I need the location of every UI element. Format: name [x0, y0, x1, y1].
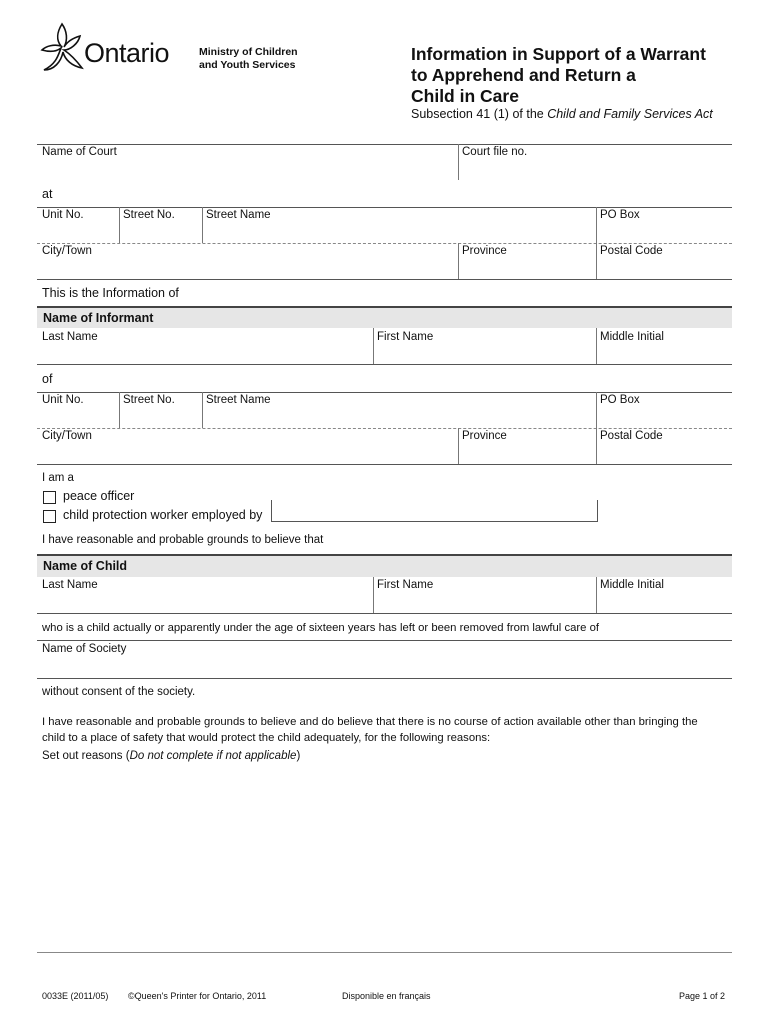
ministry-line-2: and Youth Services — [199, 58, 296, 71]
divider — [37, 207, 732, 208]
divider — [119, 207, 120, 243]
divider — [373, 328, 374, 364]
copyright-notice: ©Queen's Printer for Ontario, 2011 — [128, 991, 267, 1001]
unit-no-label: Unit No. — [42, 209, 84, 221]
page-number: Page 1 of 2 — [679, 991, 726, 1001]
postal-code-input[interactable] — [599, 259, 733, 279]
street-name-label: Street Name — [206, 209, 271, 221]
divider — [458, 144, 459, 180]
divider — [37, 428, 732, 429]
informant-section-header — [37, 306, 732, 328]
i-am-a-label: I am a — [42, 472, 74, 484]
divider — [458, 243, 459, 279]
divider — [596, 207, 597, 243]
divider — [37, 640, 732, 641]
informant-middle-initial-input[interactable] — [599, 345, 733, 365]
of-label: of — [42, 372, 53, 386]
divider — [37, 364, 732, 365]
street-name-input[interactable] — [205, 223, 597, 243]
city-town-label: City/Town — [42, 430, 92, 442]
title-line-2: to Apprehend and Return a — [411, 65, 636, 85]
reasons-textarea[interactable] — [40, 768, 733, 950]
informant-province-input[interactable] — [461, 444, 597, 464]
divider — [37, 678, 732, 679]
divider — [202, 207, 203, 243]
unit-no-input[interactable] — [40, 223, 120, 243]
po-box-input[interactable] — [599, 223, 733, 243]
employer-input[interactable] — [274, 502, 596, 522]
divider — [596, 328, 597, 364]
child-first-name-input[interactable] — [376, 593, 596, 613]
grounds-statement: I have reasonable and probable grounds to believe that — [42, 534, 324, 546]
informant-first-name-label: First Name — [377, 331, 434, 343]
divider — [37, 243, 732, 244]
name-of-court-input[interactable] — [40, 160, 458, 180]
informant-last-name-label: Last Name — [42, 331, 98, 343]
divider — [37, 613, 732, 614]
child-middle-initial-label: Middle Initial — [600, 579, 664, 591]
without-consent-text: without consent of the society. — [42, 686, 196, 698]
divider — [373, 577, 374, 613]
court-file-no-input[interactable] — [461, 160, 733, 180]
divider — [37, 144, 732, 145]
trillium-icon — [40, 22, 84, 74]
informant-street-no-input[interactable] — [122, 408, 204, 428]
informant-first-name-input[interactable] — [376, 345, 596, 365]
child-protection-worker-checkbox[interactable] — [43, 510, 56, 523]
french-availability: Disponible en français — [342, 991, 431, 1001]
street-no-label: Street No. — [123, 394, 175, 406]
set-out-reasons-label — [42, 750, 300, 762]
divider — [37, 464, 732, 465]
divider — [202, 392, 203, 428]
informant-city-town-input[interactable] — [40, 444, 458, 464]
set-out-prefix: Set out reasons ( — [42, 750, 130, 762]
divider — [119, 392, 120, 428]
po-box-label: PO Box — [600, 394, 640, 406]
name-of-society-input[interactable] — [40, 658, 733, 678]
child-protection-worker-label: child protection worker employed by — [63, 508, 263, 522]
postal-code-label: Postal Code — [600, 430, 663, 442]
ontario-logo — [40, 22, 185, 74]
informant-po-box-input[interactable] — [599, 408, 733, 428]
street-no-label: Street No. — [123, 209, 175, 221]
divider — [596, 392, 597, 428]
unit-no-label: Unit No. — [42, 394, 84, 406]
informant-section-title: Name of Informant — [43, 311, 154, 325]
who-is-statement: who is a child actually or apparently under the age of sixteen years has left or been removed from lawful care of — [42, 622, 599, 634]
set-out-suffix: ) — [296, 750, 301, 762]
child-section-title: Name of Child — [43, 559, 128, 573]
child-middle-initial-input[interactable] — [599, 593, 733, 613]
street-no-input[interactable] — [122, 223, 204, 243]
name-of-court-label: Name of Court — [42, 146, 117, 158]
peace-officer-checkbox[interactable] — [43, 491, 56, 504]
court-file-no-label: Court file no. — [462, 146, 528, 158]
postal-code-label: Postal Code — [600, 245, 663, 257]
ministry-name — [199, 46, 298, 71]
child-last-name-label: Last Name — [42, 579, 98, 591]
informant-middle-initial-label: Middle Initial — [600, 331, 664, 343]
subsection-act: Child and Family Services Act — [547, 107, 713, 121]
divider — [37, 392, 732, 393]
ministry-line-1: Ministry of Children — [199, 46, 298, 58]
city-town-label: City/Town — [42, 245, 92, 257]
province-label: Province — [462, 245, 507, 257]
divider — [596, 577, 597, 613]
informant-unit-no-input[interactable] — [40, 408, 120, 428]
divider — [596, 243, 597, 279]
divider — [37, 279, 732, 280]
belief-statement — [42, 714, 698, 746]
belief-line-1: I have reasonable and probable grounds to believe and do believe that there is no course of action available other than bringing the — [42, 716, 698, 728]
information-intro: This is the Information of — [42, 286, 179, 300]
child-last-name-input[interactable] — [40, 593, 372, 613]
city-town-input[interactable] — [40, 259, 458, 279]
name-of-society-label: Name of Society — [42, 643, 127, 655]
informant-street-name-input[interactable] — [205, 408, 597, 428]
form-number: 0033E (2011/05) — [42, 991, 109, 1001]
form-title — [411, 44, 706, 107]
subsection-reference — [411, 107, 713, 121]
logo-wordmark: Ontario — [84, 38, 170, 68]
informant-postal-code-input[interactable] — [599, 444, 733, 464]
divider — [596, 428, 597, 464]
footer-divider — [37, 952, 732, 953]
set-out-italic: Do not complete if not applicable — [129, 750, 297, 762]
child-section-header — [37, 554, 732, 577]
child-first-name-label: First Name — [377, 579, 434, 591]
subsection-prefix: Subsection 41 (1) of the — [411, 107, 548, 121]
belief-line-2: child to a place of safety that would protect the child adequately, for the following reasons: — [42, 732, 491, 744]
province-label: Province — [462, 430, 507, 442]
province-input[interactable] — [461, 259, 597, 279]
informant-last-name-input[interactable] — [40, 345, 372, 365]
at-label: at — [42, 187, 53, 201]
title-line-1: Information in Support of a Warrant — [411, 44, 706, 64]
title-line-3: Child in Care — [411, 86, 519, 106]
street-name-label: Street Name — [206, 394, 271, 406]
peace-officer-label: peace officer — [63, 489, 135, 503]
divider — [458, 428, 459, 464]
po-box-label: PO Box — [600, 209, 640, 221]
